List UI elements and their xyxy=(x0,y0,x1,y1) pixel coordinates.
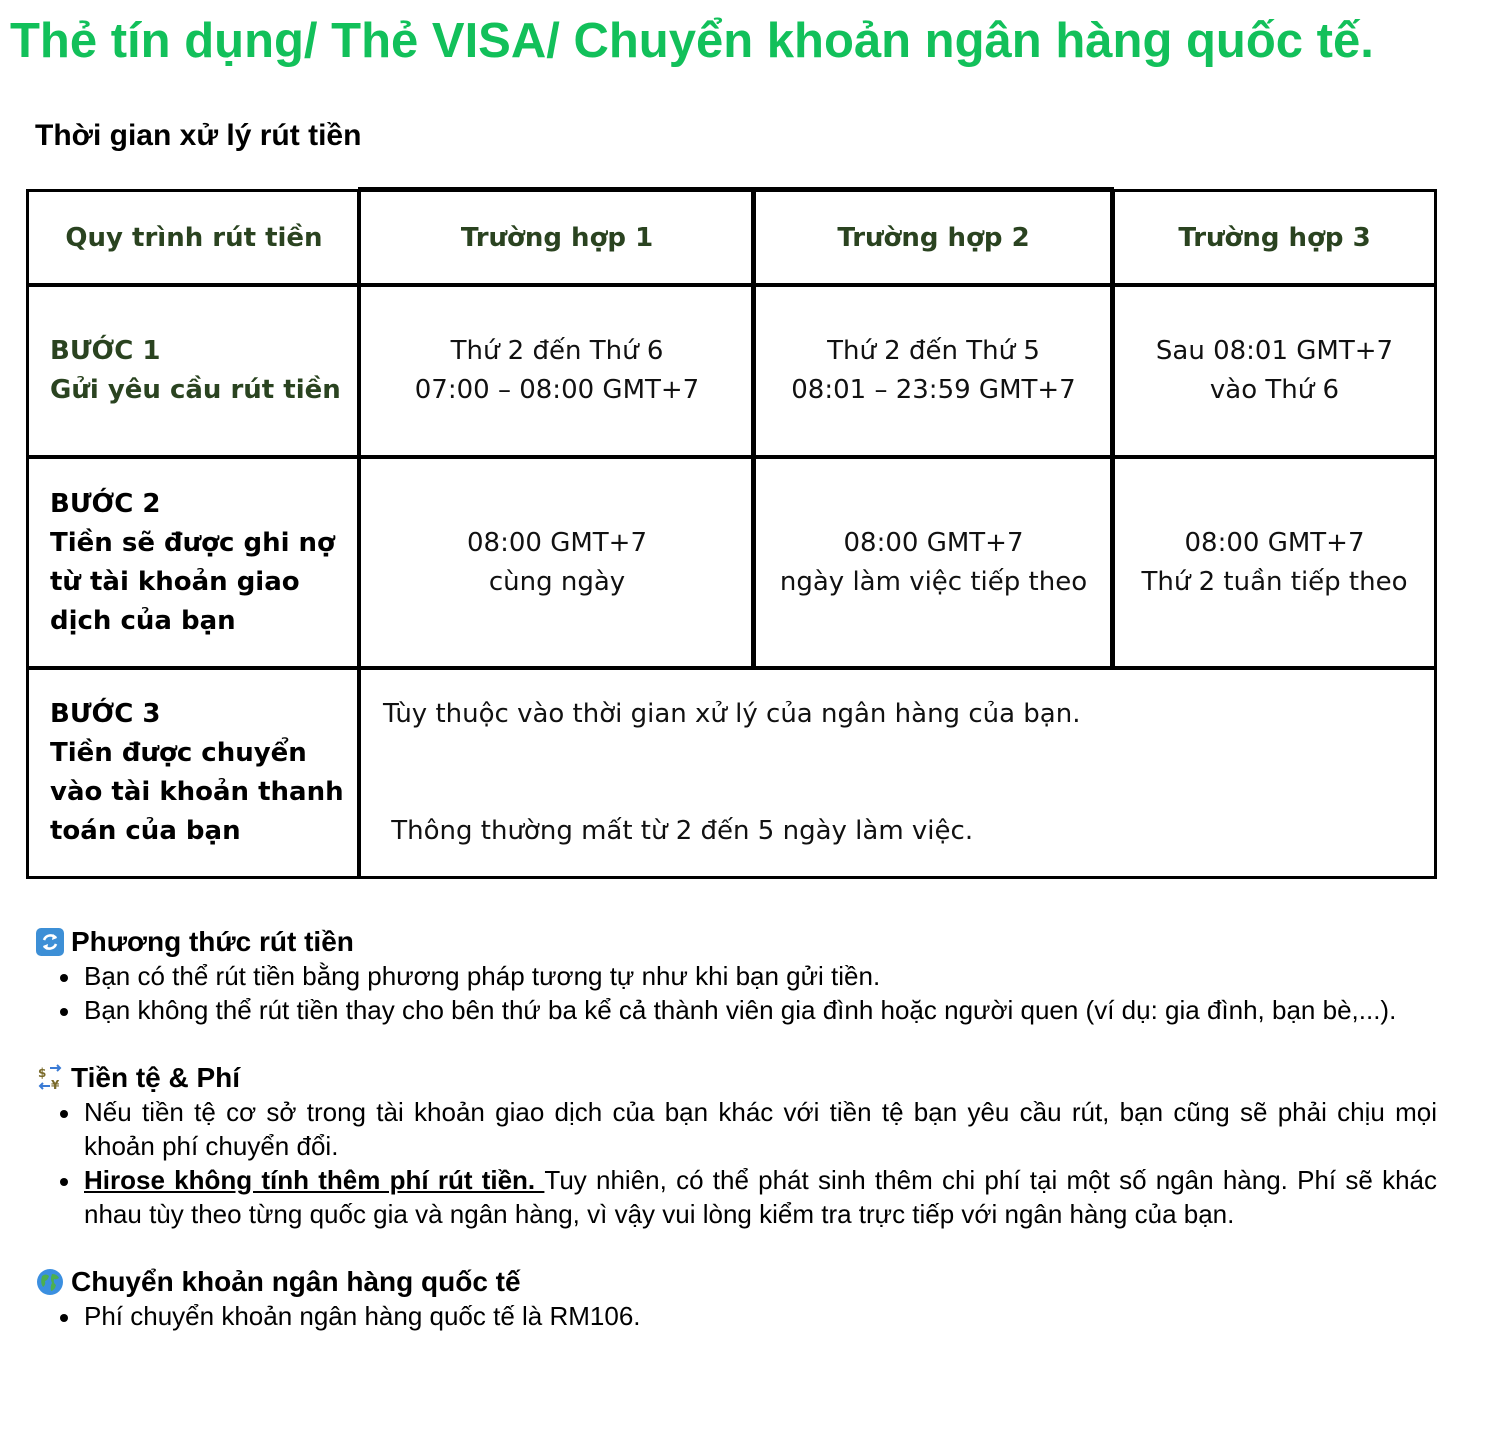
note-heading-text: Tiền tệ & Phí xyxy=(71,1062,241,1093)
svg-text:¥: ¥ xyxy=(51,1078,60,1092)
table-divider-col-1 xyxy=(357,189,361,879)
cell-line: ngày làm việc tiếp theo xyxy=(779,566,1088,597)
table-divider-col-2 xyxy=(751,189,756,669)
globe-icon xyxy=(35,1267,65,1297)
svg-text:$: $ xyxy=(38,1066,47,1080)
table-row-step-3-label xyxy=(50,668,358,877)
table-row-step-1-label xyxy=(50,285,358,457)
cell-line: 08:00 GMT+7 xyxy=(843,527,1024,558)
step-label: BƯỚC 3 xyxy=(50,698,161,729)
cell-line: 08:00 GMT+7 xyxy=(467,527,647,558)
note-list xyxy=(35,1299,1437,1333)
note-list xyxy=(35,1095,1437,1231)
note-heading xyxy=(35,1265,1437,1299)
table-cell xyxy=(754,285,1113,457)
note-international xyxy=(35,1265,1437,1333)
table-header-label: Trường hợp 1 xyxy=(460,222,654,253)
list-item xyxy=(84,1163,1437,1231)
list-item: Bạn có thể rút tiền bằng phương pháp tương tự như khi bạn gửi tiền. xyxy=(84,959,1437,993)
cell-line: Thứ 2 đến Thứ 5 xyxy=(827,336,1040,366)
note-heading xyxy=(35,925,1437,959)
table-header-label: Trường hợp 2 xyxy=(837,222,1030,253)
no-fee-emphasis: Hirose không tính thêm phí rút tiền. xyxy=(84,1165,545,1195)
table-header-label: Quy trình rút tiền xyxy=(65,222,323,253)
cell-line: Thứ 2 đến Thứ 6 xyxy=(450,336,664,366)
table-cell xyxy=(360,285,754,457)
step-desc: Gửi yêu cầu rút tiền xyxy=(50,375,341,405)
list-item: Nếu tiền tệ cơ sở trong tài khoản giao dịch của bạn khác với tiền tệ bạn yêu cầu rút, bạn cũng sẽ phải chịu mọi khoản phí chuyển đổi. xyxy=(84,1097,1437,1161)
note-methods xyxy=(35,925,1437,1027)
table-border-left xyxy=(26,189,29,879)
note-list xyxy=(35,959,1437,1027)
refresh-icon xyxy=(35,927,65,957)
table-header-case-2 xyxy=(754,190,1113,285)
step-desc: toán của bạn xyxy=(50,815,241,846)
cell-line: 07:00 – 08:00 GMT+7 xyxy=(414,375,700,405)
cell-line: Tùy thuộc vào thời gian xử lý của ngân hàng của bạn. xyxy=(383,698,1081,729)
table-cell xyxy=(1113,285,1436,457)
step-label: BƯỚC 1 xyxy=(50,336,161,366)
step-desc: dịch của bạn xyxy=(50,605,236,636)
list-item-text: Tuy nhiên, có thể phát sinh thêm chi phí tại một số ngân hàng. Phí sẽ khác nhau tùy theo từng quốc gia và ngân hàng, vì vậy vui lòng kiểm tra trực tiếp với ngân hàng của bạn. xyxy=(84,1165,1437,1229)
table-border-right xyxy=(1434,189,1437,879)
section-title: Thời gian xử lý rút tiền xyxy=(35,119,362,152)
cell-line: 08:01 – 23:59 GMT+7 xyxy=(791,375,1076,405)
table-header-label: Trường hợp 3 xyxy=(1178,222,1371,253)
table-header-case-1 xyxy=(360,190,754,285)
note-heading xyxy=(35,1061,1437,1095)
table-divider-row-3 xyxy=(26,666,1437,670)
note-heading-text: Chuyển khoản ngân hàng quốc tế xyxy=(71,1266,521,1297)
table-divider-col-3 xyxy=(1110,189,1115,669)
note-currency xyxy=(35,1061,1437,1231)
table-border-top-thick xyxy=(358,187,1114,192)
cell-line: Thông thường mất từ 2 đến 5 ngày làm việc. xyxy=(383,815,974,846)
cell-line: Sau 08:01 GMT+7 xyxy=(1155,336,1394,366)
step-label: BƯỚC 2 xyxy=(50,488,161,519)
table-header-process xyxy=(28,190,360,285)
cell-line: vào Thứ 6 xyxy=(1209,375,1340,405)
list-item: Bạn không thể rút tiền thay cho bên thứ ba kể cả thành viên gia đình hoặc người quen (ví dụ: gia đình, bạn bè,...). xyxy=(84,993,1437,1027)
step-desc: Tiền được chuyển xyxy=(50,737,307,768)
table-cell-merged xyxy=(383,668,1433,877)
withdrawal-notes xyxy=(35,925,1437,1367)
step-desc: vào tài khoản thanh xyxy=(50,776,344,807)
table-divider-row-2 xyxy=(26,455,1437,459)
table-divider-row-1 xyxy=(26,283,1437,287)
currency-exchange-icon xyxy=(35,1063,65,1093)
cell-line: 08:00 GMT+7 xyxy=(1184,527,1365,558)
step-desc: Tiền sẽ được ghi nợ xyxy=(50,527,335,558)
table-row-step-2-label xyxy=(50,457,358,668)
table-cell xyxy=(1113,457,1436,668)
table-border-bottom xyxy=(26,876,1437,879)
table-header-case-3 xyxy=(1113,190,1436,285)
note-heading-text: Phương thức rút tiền xyxy=(71,926,354,957)
list-item: Phí chuyển khoản ngân hàng quốc tế là RM106. xyxy=(84,1299,1437,1333)
cell-line: Thứ 2 tuần tiếp theo xyxy=(1141,566,1408,597)
cell-line: cùng ngày xyxy=(488,566,626,597)
step-desc: từ tài khoản giao xyxy=(50,566,300,597)
page-title: Thẻ tín dụng/ Thẻ VISA/ Chuyển khoản ngân hàng quốc tế. xyxy=(10,14,1374,68)
